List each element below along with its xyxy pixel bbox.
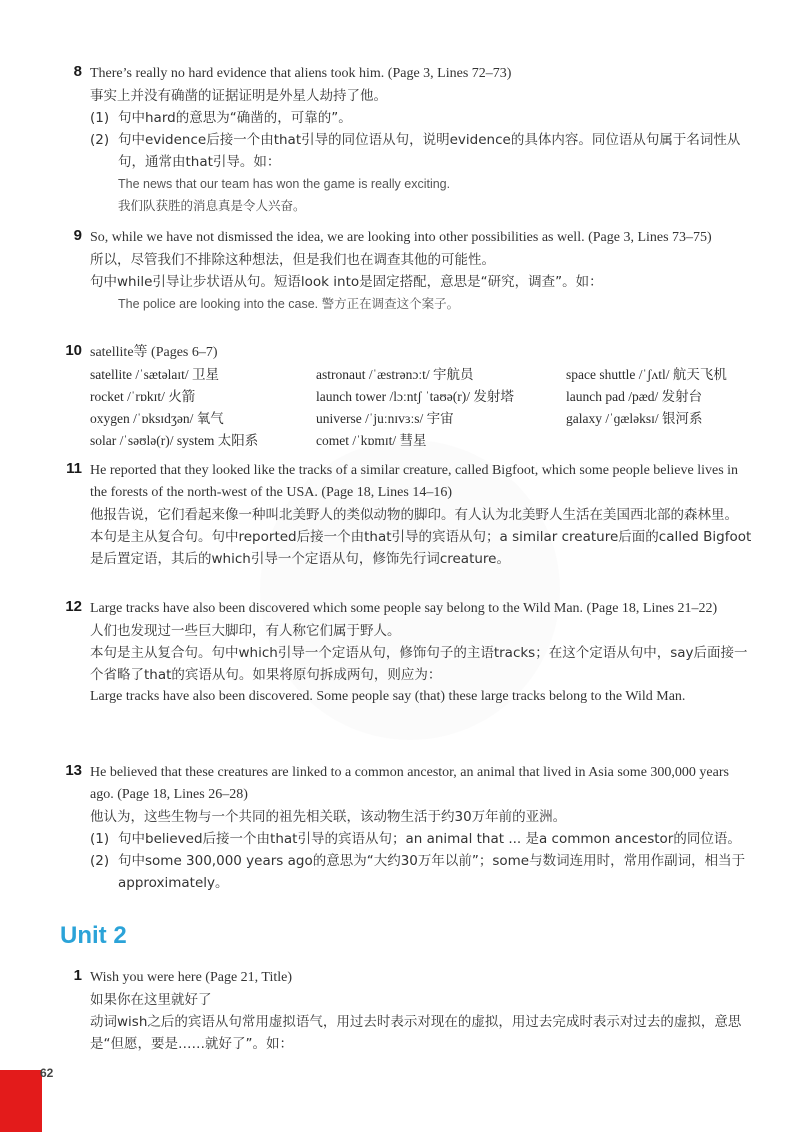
example: The police are looking into the case. 警方正在调查这个案子。: [118, 297, 460, 311]
explanation-1: [90, 107, 752, 129]
vocab-item: launch tower /lɔːntʃ ˈtaʊə(r)/ 发射塔: [316, 389, 514, 404]
note-marker: (1): [90, 831, 110, 847]
vocab-grid: [90, 364, 752, 452]
note-text: 句中evidence后接一个由that引导的同位语从句，说明evidence的具体内容。同位语从句属于名词性从句，通常由that引导。如：: [118, 132, 741, 170]
explanation: 本句是主从复合句。句中reported后接一个由that引导的宾语从句；a similar creature后面的called Bigfoot是后置定语，其后的which引导一个定语从句，修饰先行词creature。: [90, 529, 752, 567]
vocab-item: rocket /ˈrɒkɪt/ 火箭: [90, 389, 196, 404]
item-number: 9: [73, 227, 82, 244]
item-number: 1: [73, 967, 82, 984]
item-number: 12: [65, 598, 82, 615]
unit-title: Unit 2: [60, 922, 127, 949]
vocab-item: space shuttle /ˈʃʌtl/ 航天飞机: [566, 367, 727, 382]
note-marker: (2): [90, 132, 110, 148]
note-marker: (1): [90, 110, 110, 126]
vocab-item: [566, 430, 756, 452]
english-sentence: So, while we have not dismissed the idea, we are looking into other possibilities as well. (Page 3, Lines 73–75): [90, 230, 712, 245]
vocab-item: universe /ˈjuːnɪvɜːs/ 宇宙: [316, 411, 454, 426]
note-text: 句中some 300,000 years ago的意思为“大约30万年以前”；some与数词连用时，常用作副词，相当于approximately。: [118, 853, 746, 891]
english-sentence: Wish you were here (Page 21, Title): [90, 970, 293, 985]
note-marker: (2): [90, 853, 110, 869]
item-number: 10: [65, 342, 82, 359]
english-sentence: He reported that they looked like the tracks of a similar creature, called Bigfoot, which some people believe lives in the forests of the north-west of the USA. (Page 18, Lines 14–16): [90, 463, 739, 500]
chinese-translation: 事实上并没有确凿的证据证明是外星人劫持了他。: [90, 88, 387, 104]
vocab-item: solar /ˈsəʊlə(r)/ system 太阳系: [90, 433, 259, 448]
english-sentence: There’s really no hard evidence that aliens took him. (Page 3, Lines 72–73): [90, 66, 512, 81]
vocab-item: comet /ˈkɒmɪt/ 彗星: [316, 433, 427, 448]
vocab-item: launch pad /pæd/ 发射台: [566, 389, 703, 404]
vocab-item: satellite /ˈsætəlaɪt/ 卫星: [90, 367, 219, 382]
chinese-translation: 如果你在这里就好了: [90, 992, 212, 1008]
chinese-translation: 他报告说，它们看起来像一种叫北美野人的类似动物的脚印。有人认为北美野人生活在美国西北部的森林里。: [90, 507, 738, 523]
page-number: 62: [40, 1066, 54, 1080]
english-sentence: He believed that these creatures are linked to a common ancestor, an animal that lived in Asia some 300,000 years ago. (Page 18, Lines 26–28): [90, 765, 729, 802]
explanation-1: [90, 828, 752, 850]
chinese-translation: 人们也发现过一些巨大脚印，有人称它们属于野人。: [90, 623, 401, 639]
example-chinese: 我们队获胜的消息真是令人兴奋。: [118, 198, 306, 213]
item-number: 13: [65, 762, 82, 779]
vocab-heading: satellite等 (Pages 6–7): [90, 345, 218, 360]
chinese-translation: 所以，尽管我们不排除这种想法，但是我们也在调查其他的可能性。: [90, 252, 495, 268]
vocab-item: astronaut /ˈæstrənɔːt/ 宇航员: [316, 367, 474, 382]
note-text: 句中hard的意思为“确凿的，可靠的”。: [118, 110, 352, 126]
note-text: 句中believed后接一个由that引导的宾语从句；an animal that ... 是a common ancestor的同位语。: [118, 831, 741, 847]
chinese-translation: 他认为，这些生物与一个共同的祖先相关联，该动物生活于约30万年前的亚洲。: [90, 809, 567, 825]
explanation-2: [90, 129, 752, 173]
explanation: 动词wish之后的宾语从句常用虚拟语气，用过去时表示对现在的虚拟，用过去完成时表示对过去的虚拟，意思是“但愿，要是……就好了”。如：: [90, 1014, 742, 1052]
page-corner-tab: [0, 1070, 42, 1132]
rewritten-sentence: Large tracks have also been discovered. Some people say (that) these large tracks belong to the Wild Man.: [90, 689, 686, 704]
vocab-item: oxygen /ˈɒksɪdʒən/ 氧气: [90, 411, 224, 426]
explanation: 本句是主从复合句。句中which引导一个定语从句，修饰句子的主语tracks；在这个定语从句中，say后面接一个省略了that的宾语从句。如果将原句拆成两句，则应为：: [90, 645, 748, 683]
explanation: 句中while引导让步状语从句。短语look into是固定搭配，意思是“研究，调查”。如：: [90, 274, 603, 290]
example-english: The news that our team has won the game is really exciting.: [118, 177, 451, 191]
english-sentence: Large tracks have also been discovered which some people say belong to the Wild Man. (Page 18, Lines 21–22): [90, 601, 718, 616]
item-number: 11: [66, 460, 82, 477]
item-number: 8: [73, 63, 82, 80]
vocab-item: galaxy /ˈɡæləksɪ/ 银河系: [566, 411, 703, 426]
explanation-2: [90, 850, 752, 894]
